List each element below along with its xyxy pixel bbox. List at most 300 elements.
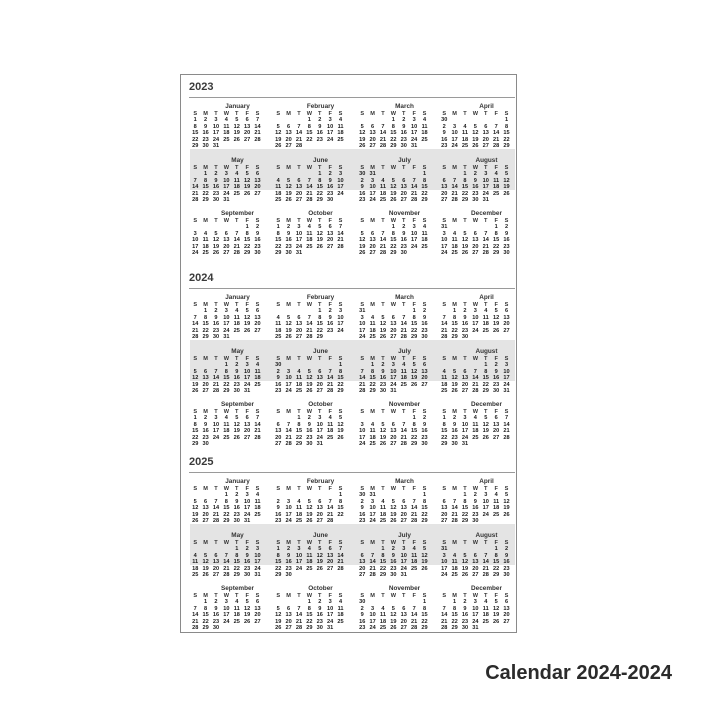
day-cell: 29 — [451, 334, 458, 341]
day-cell: 14 — [493, 130, 500, 137]
day-cell: 24 — [192, 250, 199, 257]
month-name: August — [475, 532, 498, 539]
day-cell: 15 — [202, 321, 209, 328]
weekday-header: W — [472, 111, 478, 117]
day-cell: 14 — [482, 559, 489, 566]
month-grid — [439, 218, 518, 257]
day-cell — [294, 572, 304, 578]
month-block — [439, 585, 518, 632]
weekday-header: T — [318, 165, 322, 171]
day-cell: 3 — [473, 599, 477, 606]
day-cell: 4 — [276, 314, 280, 321]
day-cell: 10 — [285, 505, 292, 512]
day-cell: 10 — [316, 421, 323, 428]
day-cell: 4 — [307, 224, 311, 231]
day-cell — [232, 441, 242, 447]
weekday-header: W — [390, 540, 396, 546]
day-cell — [252, 143, 262, 149]
day-cell: 21 — [306, 327, 313, 334]
day-cell: 27 — [295, 334, 303, 341]
day-cell: 12 — [285, 321, 292, 328]
day-cell: 9 — [504, 552, 509, 559]
day-cell: 15 — [223, 505, 230, 512]
day-cell: 5 — [463, 552, 467, 559]
day-cell: 19 — [192, 381, 199, 388]
day-cell: 11 — [192, 559, 199, 566]
day-cell: 2 — [307, 415, 311, 422]
day-cell: 2 — [204, 415, 208, 422]
day-cell: 9 — [276, 375, 280, 382]
day-cell: 11 — [306, 230, 313, 237]
day-cell: 21 — [451, 511, 458, 518]
day-cell: 4 — [224, 415, 228, 422]
day-cell — [325, 334, 335, 340]
day-cell: 22 — [202, 618, 209, 625]
day-cell — [501, 625, 511, 631]
day-cell: 8 — [453, 314, 457, 321]
day-cell: 7 — [381, 230, 385, 237]
day-cell: 3 — [371, 605, 375, 612]
day-cell: 30 — [316, 625, 323, 632]
day-cell: 21 — [295, 618, 303, 625]
day-cell: 7 — [297, 123, 301, 130]
day-cell: 5 — [391, 498, 395, 505]
day-cell: 10 — [472, 314, 479, 321]
day-cell: 15 — [441, 428, 448, 435]
day-cell: 24 — [472, 327, 479, 334]
day-cell: 21 — [379, 136, 387, 143]
month-block — [439, 348, 518, 395]
weekday-header: S — [360, 302, 365, 308]
month-block — [190, 585, 269, 632]
day-cell: 16 — [379, 375, 387, 382]
weekday-header: T — [463, 218, 467, 224]
day-cell: 15 — [337, 375, 344, 382]
weekday-header: M — [370, 540, 375, 546]
day-cell: 23 — [472, 511, 479, 518]
weekday-header: S — [504, 356, 509, 362]
day-cell: 24 — [244, 381, 251, 388]
month-grid — [357, 486, 436, 525]
day-cell: 26 — [493, 618, 500, 625]
month-block — [190, 348, 269, 395]
day-cell: 12 — [390, 612, 397, 619]
day-cell: 17 — [390, 375, 397, 382]
day-cell: 10 — [441, 237, 448, 244]
day-cell: 24 — [327, 136, 334, 143]
day-cell: 27 — [441, 518, 448, 525]
day-cell: 16 — [451, 428, 458, 435]
weekday-header: F — [412, 540, 416, 546]
day-cell: 28 — [192, 334, 199, 341]
day-cell: 5 — [422, 546, 427, 553]
weekday-header: W — [472, 356, 478, 362]
weekday-header: S — [422, 409, 427, 415]
day-cell: 1 — [504, 117, 509, 124]
day-cell: 27 — [503, 618, 510, 625]
weekday-header: S — [338, 540, 343, 546]
day-cell: 20 — [327, 237, 334, 244]
day-cell: 28 — [451, 518, 458, 525]
weekday-header: S — [193, 409, 198, 415]
day-cell: 3 — [193, 230, 197, 237]
weekday-header: S — [504, 111, 509, 117]
day-cell — [242, 441, 252, 447]
day-cell: 12 — [461, 559, 469, 566]
year-label: 2025 — [189, 456, 214, 468]
day-cell: 1 — [318, 171, 322, 178]
weekday-header: S — [442, 165, 447, 171]
day-cell: 27 — [493, 434, 500, 441]
month-block — [190, 157, 269, 204]
weekday-header: F — [494, 540, 498, 546]
day-cell: 30 — [359, 492, 366, 499]
weekday-header: S — [338, 111, 343, 117]
day-cell: 21 — [337, 237, 344, 244]
day-cell: 17 — [337, 184, 344, 191]
day-cell: 24 — [337, 327, 344, 334]
day-cell: 6 — [318, 498, 322, 505]
day-cell: 26 — [306, 388, 313, 395]
day-cell: 13 — [202, 505, 209, 512]
month-name: November — [388, 585, 421, 592]
day-cell: 15 — [421, 505, 428, 512]
day-cell: 10 — [390, 368, 397, 375]
day-cell: 2 — [235, 492, 239, 499]
day-cell: 7 — [412, 605, 416, 612]
weekday-header: W — [223, 540, 229, 546]
day-cell: 5 — [504, 171, 509, 178]
month-grid — [357, 302, 436, 341]
day-cell: 31 — [327, 625, 334, 632]
day-cell — [491, 441, 501, 447]
day-cell: 9 — [328, 177, 332, 184]
month-name: May — [231, 348, 244, 355]
day-cell: 31 — [472, 625, 479, 632]
weekday-header: T — [318, 540, 322, 546]
day-cell: 16 — [461, 321, 469, 328]
weekday-header: S — [276, 540, 281, 546]
day-cell: 21 — [411, 190, 418, 197]
day-cell: 2 — [318, 117, 322, 124]
day-cell: 8 — [318, 314, 322, 321]
day-cell: 6 — [371, 123, 375, 130]
weekday-header: F — [328, 111, 332, 117]
day-cell: 30 — [503, 250, 510, 257]
day-cell: 25 — [451, 250, 458, 257]
day-cell: 25 — [482, 327, 489, 334]
day-cell: 16 — [503, 559, 510, 566]
day-cell: 15 — [503, 130, 510, 137]
day-cell: 28 — [472, 388, 479, 395]
day-cell: 11 — [296, 505, 302, 512]
weekday-header: S — [422, 486, 427, 492]
day-cell: 14 — [451, 505, 458, 512]
month-block — [273, 401, 352, 448]
day-cell: 8 — [494, 230, 498, 237]
month-block — [273, 478, 352, 525]
day-cell: 28 — [306, 334, 313, 341]
day-cell: 2 — [463, 308, 467, 315]
day-cell: 4 — [235, 171, 239, 178]
day-cell: 17 — [295, 559, 303, 566]
day-cell: 19 — [244, 184, 251, 191]
month-name: April — [479, 294, 494, 301]
day-cell: 24 — [223, 190, 230, 197]
month-grid — [190, 356, 269, 395]
day-cell: 13 — [202, 375, 209, 382]
day-cell: 22 — [295, 434, 303, 441]
day-cell: 31 — [223, 197, 230, 204]
day-cell: 22 — [316, 190, 323, 197]
day-cell: 7 — [453, 177, 457, 184]
day-cell: 7 — [255, 415, 260, 422]
weekday-header: S — [338, 486, 343, 492]
weekday-header: S — [504, 165, 509, 171]
day-cell: 28 — [411, 197, 418, 204]
weekday-header: F — [245, 486, 249, 492]
day-cell: 10 — [359, 428, 366, 435]
day-cell: 23 — [390, 565, 397, 572]
day-cell: 27 — [254, 618, 261, 625]
day-cell: 14 — [212, 505, 220, 512]
day-cell: 30 — [359, 599, 366, 606]
day-cell: 21 — [441, 327, 448, 334]
day-cell: 20 — [461, 381, 469, 388]
day-cell: 12 — [359, 130, 366, 137]
day-cell: 14 — [441, 612, 448, 619]
month-grid — [439, 302, 518, 341]
day-cell: 29 — [192, 143, 199, 150]
day-cell: 12 — [233, 123, 240, 130]
month-name: August — [475, 348, 498, 355]
day-cell: 23 — [461, 327, 469, 334]
day-cell: 8 — [245, 230, 249, 237]
day-cell: 17 — [482, 505, 489, 512]
day-cell: 24 — [461, 434, 469, 441]
day-cell: 6 — [504, 599, 509, 606]
day-cell: 5 — [276, 123, 280, 130]
day-cell: 27 — [369, 250, 376, 257]
day-cell: 10 — [244, 498, 251, 505]
day-cell: 22 — [451, 618, 458, 625]
day-cell: 29 — [493, 250, 500, 257]
day-cell: 25 — [369, 334, 376, 341]
month-grid — [273, 111, 352, 150]
day-cell: 5 — [204, 552, 208, 559]
day-cell: 6 — [255, 171, 260, 178]
day-cell: 5 — [473, 123, 477, 130]
weekday-header: F — [412, 356, 416, 362]
day-cell: 3 — [318, 415, 322, 422]
day-cell: 7 — [402, 421, 406, 428]
day-cell: 17 — [411, 130, 418, 137]
day-cell: 8 — [504, 123, 509, 130]
day-cell: 20 — [285, 136, 292, 143]
weekday-header: S — [255, 111, 260, 117]
day-cell: 31 — [400, 572, 407, 579]
day-cell: 28 — [411, 518, 418, 525]
day-cell: 31 — [212, 143, 220, 150]
day-cell: 23 — [379, 381, 387, 388]
day-cell: 23 — [202, 434, 209, 441]
day-cell: 25 — [233, 327, 240, 334]
day-cell: 12 — [316, 230, 323, 237]
weekday-header: F — [245, 302, 249, 308]
month-block — [357, 157, 436, 204]
day-cell: 6 — [287, 605, 291, 612]
day-cell: 2 — [422, 308, 427, 315]
day-cell: 18 — [337, 130, 344, 137]
day-cell: 6 — [484, 123, 488, 130]
day-cell — [232, 334, 242, 340]
day-cell: 22 — [223, 381, 230, 388]
day-cell: 25 — [379, 625, 387, 632]
day-cell: 7 — [307, 314, 311, 321]
weekday-header: F — [328, 486, 332, 492]
weekday-header: S — [276, 409, 281, 415]
day-cell: 13 — [244, 421, 251, 428]
day-cell: 24 — [285, 388, 292, 395]
day-cell: 12 — [275, 612, 282, 619]
day-cell: 26 — [202, 572, 209, 579]
day-cell: 10 — [327, 123, 334, 130]
day-cell: 15 — [421, 612, 428, 619]
day-cell: 14 — [285, 428, 292, 435]
day-cell: 26 — [275, 143, 282, 150]
day-cell: 6 — [494, 415, 498, 422]
weekday-header: W — [472, 540, 478, 546]
weekday-header: T — [402, 302, 406, 308]
day-cell: 14 — [369, 559, 376, 566]
weekday-header: S — [193, 218, 198, 224]
day-cell — [232, 143, 242, 149]
day-cell: 4 — [422, 117, 427, 124]
weekday-header: T — [318, 302, 322, 308]
day-cell: 2 — [381, 362, 385, 369]
weekday-header: W — [223, 409, 229, 415]
day-cell: 29 — [441, 441, 448, 448]
day-cell: 7 — [412, 498, 416, 505]
day-cell: 3 — [224, 171, 228, 178]
day-cell: 28 — [400, 334, 407, 341]
day-cell: 28 — [295, 625, 303, 632]
day-cell: 7 — [504, 415, 509, 422]
day-cell: 25 — [379, 197, 387, 204]
weekday-header: F — [328, 302, 332, 308]
weekday-header: T — [318, 111, 322, 117]
day-cell: 12 — [390, 505, 397, 512]
day-cell: 12 — [306, 505, 313, 512]
day-cell: 26 — [461, 250, 469, 257]
day-cell: 21 — [254, 428, 261, 435]
day-cell: 29 — [202, 197, 209, 204]
month-grid — [190, 302, 269, 341]
month-block — [357, 103, 436, 150]
day-cell: 5 — [307, 368, 311, 375]
day-cell: 17 — [369, 190, 376, 197]
weekday-header: W — [223, 302, 229, 308]
day-cell: 21 — [285, 434, 292, 441]
day-cell: 25 — [254, 381, 261, 388]
day-cell: 20 — [369, 243, 376, 250]
day-cell: 18 — [400, 375, 407, 382]
day-cell: 31 — [441, 546, 448, 553]
day-cell — [232, 625, 242, 631]
day-cell: 19 — [461, 565, 469, 572]
day-cell: 5 — [338, 415, 343, 422]
day-cell: 19 — [244, 612, 251, 619]
day-cell — [335, 143, 345, 149]
day-cell: 20 — [316, 381, 323, 388]
day-cell: 15 — [337, 505, 344, 512]
day-cell: 9 — [360, 184, 364, 191]
day-cell: 15 — [451, 612, 458, 619]
weekday-header: F — [328, 356, 332, 362]
day-cell: 9 — [360, 612, 364, 619]
weekday-header: T — [484, 593, 488, 599]
day-cell: 27 — [295, 197, 303, 204]
day-cell: 11 — [254, 498, 261, 505]
day-cell: 8 — [422, 498, 427, 505]
day-cell: 13 — [441, 505, 448, 512]
day-cell: 6 — [224, 230, 228, 237]
day-cell: 14 — [337, 552, 344, 559]
day-cell: 4 — [381, 177, 385, 184]
weekday-header: W — [223, 165, 229, 171]
day-cell: 26 — [359, 143, 366, 150]
day-cell: 28 — [451, 197, 458, 204]
weekday-header: T — [318, 486, 322, 492]
day-cell: 18 — [295, 381, 303, 388]
weekday-header: T — [235, 165, 239, 171]
weekday-header: W — [390, 356, 396, 362]
day-cell — [325, 441, 335, 447]
day-cell: 6 — [297, 177, 301, 184]
day-cell: 13 — [316, 375, 323, 382]
day-cell: 18 — [451, 243, 458, 250]
weekday-header: S — [255, 356, 260, 362]
month-grid — [190, 165, 269, 204]
day-cell: 22 — [306, 618, 313, 625]
day-cell: 5 — [245, 599, 249, 606]
day-cell: 10 — [295, 230, 303, 237]
day-cell: 29 — [461, 197, 469, 204]
day-cell: 25 — [482, 618, 489, 625]
day-cell: 29 — [421, 625, 428, 632]
day-cell: 23 — [327, 190, 334, 197]
weekday-header: S — [276, 165, 281, 171]
weekday-header: W — [223, 356, 229, 362]
day-cell: 25 — [493, 511, 500, 518]
weekday-header: T — [297, 593, 301, 599]
day-cell: 10 — [223, 314, 230, 321]
product-title: Calendar 2024-2024 — [485, 662, 672, 684]
day-cell: 27 — [202, 518, 209, 525]
day-cell: 29 — [379, 572, 387, 579]
day-cell: 22 — [482, 381, 489, 388]
day-cell: 10 — [472, 605, 479, 612]
weekday-header: F — [328, 218, 332, 224]
weekday-header: W — [306, 218, 312, 224]
day-cell — [409, 250, 419, 256]
day-cell: 13 — [482, 130, 489, 137]
day-cell: 5 — [276, 605, 280, 612]
day-cell: 13 — [390, 321, 397, 328]
day-cell: 9 — [442, 130, 446, 137]
day-cell: 18 — [306, 237, 313, 244]
day-cell: 3 — [224, 599, 228, 606]
